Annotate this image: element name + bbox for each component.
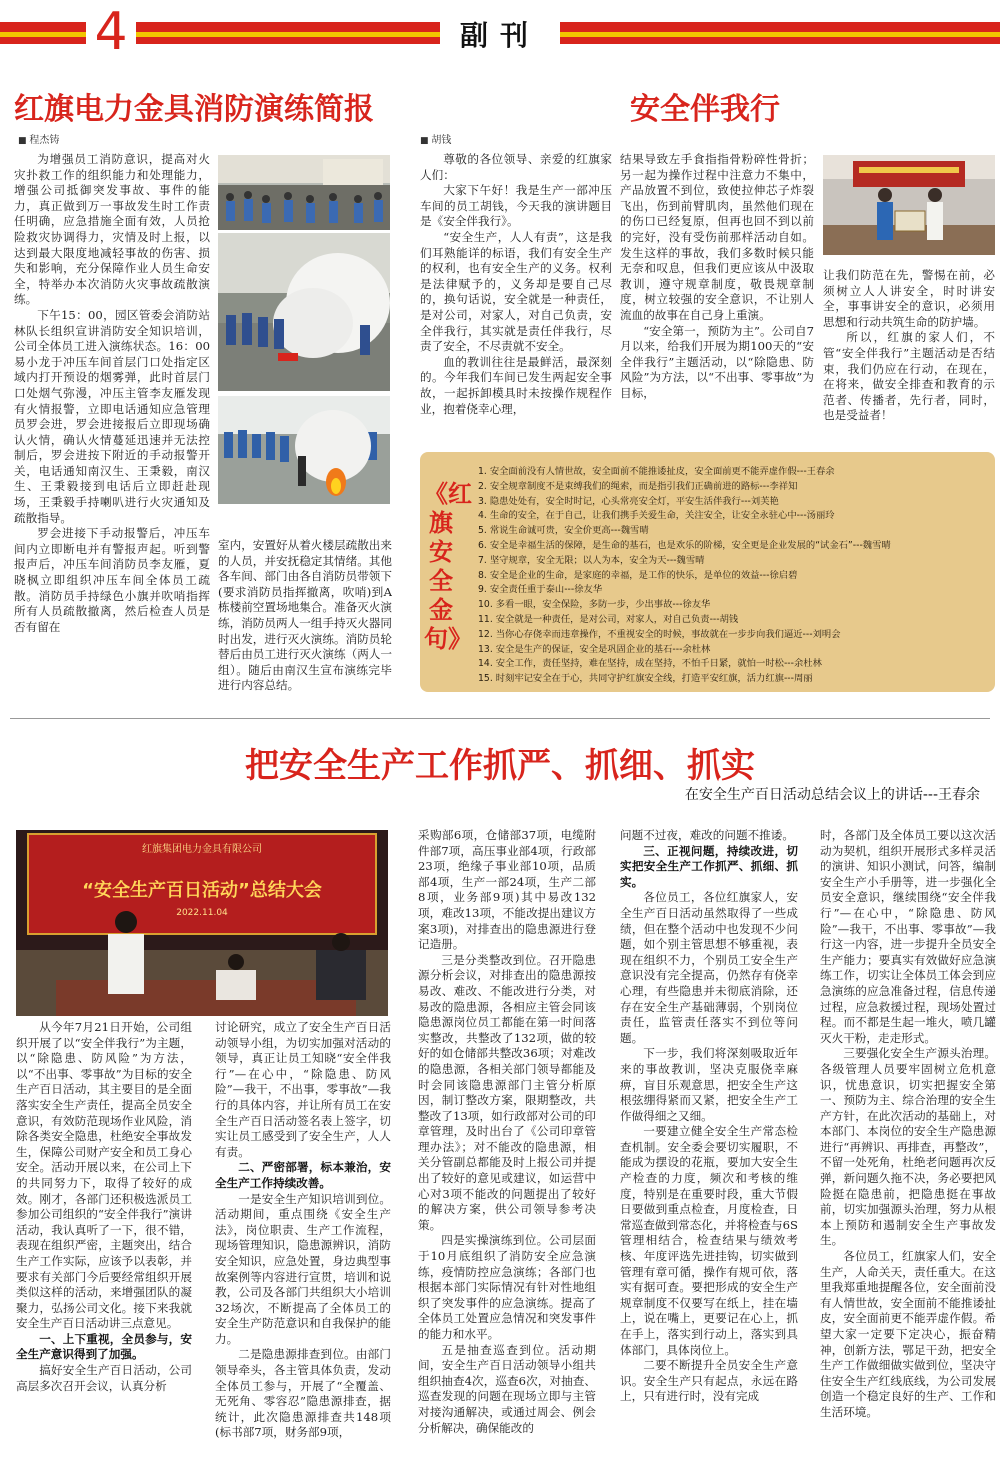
list-item: 6. 安全是幸福生活的保障，是生命的基石，也是欢乐的阶梯，安全更是企业发展的“试金石”---魏雪晴 bbox=[478, 539, 891, 551]
paragraph: 三要强化安全生产源头治理。各级管理人员要牢固树立危机意识，忧患意识，切实把握安全第一、预防为主、综合治理的安全生产方针，在此次活动的基础上，对本部门、本岗位的安全生产隐患源进行“再辨识、再排查，再整改”，不留一处死角，杜绝老问题再次反弹，新问题久拖不决，务必要把风险挺在隐患前，把隐患挺在事故前，切实加强源头治理，努力从根本上预防和遏制安全生产事故发生。 bbox=[820, 1046, 996, 1248]
article2-col1 bbox=[420, 152, 612, 442]
paragraph: 问题不过夜，难改的问题不推诿。 bbox=[620, 828, 794, 842]
paragraph: 四是实操演练到位。公司层面于10月底组织了消防安全应急演练，疫情防控应急演练；各部门也根据本部门实际情况有针对性地组织了突发事件的应急演练。提高了全体员工处置应急情况和突发事件的能力和水平。 bbox=[418, 1233, 596, 1341]
masthead-bar-right bbox=[560, 22, 1000, 44]
paragraph: 一要建立健全安全生产常态检查机制。安全委会要切实履职，不能成为摆设的花瓶，要加大安全生产检查的力度，频次和考核的维度，特别是在重要时段，重大节假日要做到重点检查，月度检查，日常巡查做到常态化，并将检查与6S管理相结合，检查结果与绩效考核、年度评选先进挂钩，切实做到管理有章可循，操作有规可依，落实有据可查。要把形成的安全生产规章制度不仅要写在纸上，挂在墙上，说在嘴上，更要记在心上，抓在手上，落实到行动上，落实到具体部门，具体岗位上。 bbox=[620, 1124, 798, 1357]
list-item: 14. 安全工作，责任坚持，难在坚持，成在坚持，不怕千日紧，就怕一时松---余杜林 bbox=[478, 658, 822, 670]
masthead-bar-mid bbox=[136, 22, 440, 44]
list-item: 13. 安全是生产的保证，安全是巩固企业的基石---余杜林 bbox=[478, 643, 711, 655]
paragraph: 五是抽查巡查到位。活动期间，安全生产百日活动领导小组共组织抽查4次，巡查6次，对抽查、巡查发现的问题在现场立即与主管对接沟通解决，或通过周会、例会分析解决，确保能改的 bbox=[418, 1342, 596, 1435]
section-heading: 三、正视问题，持续改进，切实把安全生产工作抓严、抓细、抓实。 bbox=[620, 843, 798, 889]
list-item: 10. 多看一眼，安全保险，多防一步，少出事故---徐友华 bbox=[478, 599, 711, 611]
article3-col3 bbox=[418, 828, 596, 1450]
article1-byline: ■ 程杰铸 bbox=[18, 131, 59, 146]
article3-col1 bbox=[16, 1020, 192, 1450]
paragraph: 罗会进接下手动报警后，冲压车间内立即断电并有警报声起。听到警报声后，冲压车间消防员李友雁，夏晓枫立即组织冲压车间全体员工疏散。消防员手持绿色小旗并吹哨指挥所有人员疏散撤离，然后检查人员是否有留在 bbox=[14, 526, 210, 634]
section-name: 副刊 bbox=[459, 19, 540, 52]
paragraph: 从今年7月21日开始，公司组织开展了以“安全伴我行”为主题，以“除隐患、防风险”为方法，以“不出事、零事故”为目标的安全生产百日活动，其主要目的是全面落实安全生产责任，提高全员安全意识，有效防范现场作业风险，消除各类安全隐患，杜绝安全事故发生，保障公司财产安全和员工身心安全。活动开展以来，在公司上下的共同努力下，取得了较好的成效。刚才，各部门还积极选派员工参加公司组织的“安全伴我行”演讲活动，我认真听了一下，很不错，表现在组织严密，主题突出，结合生产工作实际，应该予以表彰，并要求有关部门今后要经常组织开展类似这样的活动，来增强团队的凝聚力，弘扬公司文化。接下来我就安全生产百日活动讲三点意见。 bbox=[16, 1020, 192, 1331]
article3-col4 bbox=[620, 828, 798, 1450]
article3-subtitle: 在安全生产百日活动总结会议上的讲话---王春余 bbox=[684, 787, 980, 803]
meeting-photo bbox=[16, 830, 388, 1016]
paragraph: 下午15：00，园区管委会消防站林队长组织宣讲消防安全知识培训，公司全体员工进入演练状态。16：00易小龙于冲压车间首层门口处指定区域内打开预设的烟雾弹，此时首层门口处烟气弥漫，冲压主管李友雁发现有火情报警，立即电话通知应急管理员罗会进，罗会进接报后立即现场确认火情，确认火情蔓延迅速并无法控制后，罗会进按下附近的手动报警开关，电话通知南汉生、王秉毅，南汉生、王秉毅接到电话后立即赶赴现场，王秉毅手持喇叭进行火灾通知及疏散指导。 bbox=[14, 307, 210, 525]
paragraph: 一是安全生产知识培训到位。活动期间，重点围绕《安全生产法》，岗位职责、生产工作流程，现场管理知识，隐患源辨识，消防安全知识，应急处置，身边典型事故案例等内容进行宣贯，培训和说教，公司及各部门共组织大小培训32场次，不断提高了全体员工的安全生产防范意识和自我保护的能力。 bbox=[215, 1191, 391, 1346]
paragraph: 为增强员工消防意识，提高对火灾扑救工作的组织能力和处理能力，增强公司抵御突发事故、事件的能力，真正做到万一事故发生时工作责任明确，应急措施全面有效，人员抢险救灾协调得力，灾情及时上报，以达到最大限度地减轻事故的伤害、损失和影响，充分保障作业人员生命安全，特举办本次消防火灾事故疏散演练。 bbox=[14, 152, 210, 307]
paragraph: 血的教训往往是最鲜活，最深刻的。今年我们车间已发生两起安全事故，一起拆卸模具时未按操作规程作业，抱着侥幸心理， bbox=[420, 354, 612, 416]
photo-banner-event: “安全生产百日活动”总结大会 bbox=[82, 880, 322, 901]
article1-col2 bbox=[218, 538, 392, 696]
slogan-list bbox=[478, 465, 988, 687]
photo-banner-company: 红旗集团电力金具有限公司 bbox=[142, 844, 262, 855]
drill-photo-1 bbox=[218, 155, 390, 230]
article2-byline: ■ 胡钱 bbox=[420, 131, 451, 146]
paragraph: 二要不断提升全员安全生产意识。安全生产只有起点，永远在路上，只有进行时，没有完成 bbox=[620, 1358, 798, 1404]
article2-title: 安全伴我行 bbox=[630, 92, 780, 127]
list-item: 11. 安全就是一种责任，是对公司，对家人，对自己负责---胡钱 bbox=[478, 613, 739, 625]
paragraph: 尊敬的各位领导、亲爱的红旗家人们： bbox=[420, 152, 612, 182]
drill-photo-3 bbox=[218, 396, 390, 504]
paragraph: 所以，红旗的家人们，不管“安全伴我行”主题活动是否结束，我们仍应在行动，在现在，在将来，做安全排查和教育的示范者、传播者，先行者，同时，也是受益者！ bbox=[823, 330, 995, 423]
paragraph: 采购部6项，仓储部37项，电缆附件部7项，高压事业部4项，行政部23项，绝缘子事业部10项，品质部4项，生产一部24项，生产二部8项，业务部9项)其中易改132项，难改13项，不能改提出建议方案3项)，对排查出的隐患源进行登记造册。 bbox=[418, 828, 596, 952]
paragraph: 三是分类整改到位。召开隐患源分析会议，对排查出的隐患源按易改、难改、不能改进行分类，对易改的隐患源，各相应主管会同该隐患源岗位员工都能在第一时间落实整改，共整改了132项，做的较好的如仓储部共整改36项；对难改的隐患源，各相关部门领导都能及时会同该隐患源部门主管分析原因，制订整改方案，限期整改，共整改了13项，如行政部对公司的印章管理，及时出台了《公司印章管理办法》；对不能改的隐患源，相关分管副总都能及时上报公司并提出了较好的意见或建议，如运营中心对3项不能改的问题提出了较好的解决方案，供公司领导参考决策。 bbox=[418, 952, 596, 1232]
list-item: 15. 时刻牢记安全在于心，共同守护红旗安全线，打造平安红旗，活力红旗---周丽 bbox=[478, 673, 813, 685]
paragraph: 让我们防范在先，警惕在前，必须树立人人讲安全，时时讲安全，事事讲安全的意识，必须用思想和行动共筑生命的防护墙。 bbox=[823, 268, 995, 329]
paragraph: 下一步，我们将深刻吸取近年来的事故教训，坚决克服侥幸麻痹，盲目乐观意思，把安全生产这根弦绷得紧而又紧，把安全生产工作做得细之又细。 bbox=[620, 1046, 798, 1123]
list-item: 4. 生命的安全，在于自己，让我们携手关爱生命，关注安全，让安全永驻心中---汤丽玲 bbox=[478, 510, 835, 522]
slogan-title: 《红旗安全金句》 bbox=[424, 480, 472, 653]
section-divider bbox=[10, 718, 990, 719]
list-item: 3. 隐患处处有，安全时时记，心头常亮安全灯，平安生活伴我行---刘芙艳 bbox=[478, 495, 779, 507]
paragraph: 讨论研究，成立了安全生产百日活动领导小组，为切实加强对活动的领导，真正让员工知晓“安全伴我行”—在心中，“除隐患、防风险”—我干，不出事，零事故”—我行的具体内容，并让所有员工在安全生产百日活动签名表上签字，切实让员工感受到了安全生产，人人有责。 bbox=[215, 1020, 391, 1159]
masthead-bar-left bbox=[0, 22, 86, 44]
paragraph: 室内，安置好从着火楼层疏散出来的人员，并安抚稳定其情绪。其他各车间、部门由各自消防员带领下(要求消防员指挥撤离，吹哨)到A栋楼前空置场地集合。准备灭火演练，消防员两人一组手持灭火器同时出发，进行灭火演练。消防员轮替后由员工进行灭火演练（两人一组）。随后由南汉生宣布演练完毕进行内容总结。 bbox=[218, 538, 392, 693]
article3-title: 把安全生产工作抓严、抓细、抓实 bbox=[245, 746, 755, 786]
paragraph: 时，各部门及全体员工要以这次活动为契机，组织开展形式多样灵活的演讲、知识小测试，问答，编制安全生产小手册等，进一步强化全员安全意识，继续围绕“安全伴我行”—在心中，“除隐患、防风险”—我干，不出事、零事故”—我行这一内容，进一步提升全员安全生产能力；要真实有效做好应急演练工作，切实让全体员工体会到应急演练的应急准备过程，信息传递过程，应急救援过程，现场处置过程。而不都是生起一堆火，喷几罐灭火干粉，走走形式。 bbox=[820, 828, 996, 1045]
article3-col5 bbox=[820, 828, 996, 1450]
paragraph: 结果导致左手食指指骨粉碎性骨折；另一起为操作过程中注意力不集中，产品放置不到位，致使拉伸芯子炸裂飞出，伤到前臂肌肉，虽然他们现在的伤口已经复原，但再也回不到以前的完好，没有受伤前那样活动自如。发生这样的事故，我们多数时候只能无奈和叹息，但我们更应该从中汲取教训，遵守规章制度，敬畏规章制度，树立较强的安全意识，不让别人流血的故事在自己身上重演。 bbox=[620, 152, 814, 322]
paragraph: “安全第一，预防为主”。公司自7月以来，给我们开展为期100天的“安全伴我行”主题活动，以“除隐患、防风险”为方法，以“不出事、零事故”为目标， bbox=[620, 323, 814, 400]
paragraph: 各位员工，各位红旗家人，安全生产百日活动虽然取得了一些成绩，但在整个活动中也发现不少问题，如个别主管思想不够重视，表现在组织不力，个别员工安全生产意识没有完全提高，仍然存有侥幸心理，有些隐患并未彻底消除，还存在安全生产基础薄弱，个别岗位责任，监管责任落实不到位等问题。 bbox=[620, 890, 798, 1045]
list-item: 9. 安全责任重于泰山---徐友华 bbox=[478, 584, 603, 596]
article2-col2 bbox=[620, 152, 814, 442]
article1-col1 bbox=[14, 152, 210, 696]
list-item: 1. 安全面前没有人情世故，安全面前不能推诿扯皮，安全面前更不能弄虚作假---王春余 bbox=[478, 466, 835, 477]
page-number: 4 bbox=[94, 2, 128, 62]
list-item: 12. 当你心存侥幸而违章操作，不重视安全的时候，事故就在一步步向我们逼近---刘明会 bbox=[478, 628, 841, 640]
article1-title: 红旗电力金具消防演练简报 bbox=[14, 92, 374, 127]
section-heading: 一、上下重视，全员参与，安全生产意识得到了加强。 bbox=[16, 1331, 192, 1362]
paragraph: 大家下午好！我是生产一部冲压车间的员工胡钱，今天我的演讲题目是《安全伴我行》。 bbox=[420, 183, 612, 229]
paragraph: 搞好安全生产百日活动，公司高层多次召开会议，认真分析 bbox=[16, 1363, 192, 1393]
list-item: 7. 坚守规章，安全无限；以人为本，安全为天---魏雪晴 bbox=[478, 554, 705, 566]
paragraph: 各位员工，红旗家人们，安全生产，人命关天，责任重大。在这里我郑重地提醒各位，安全面前没有人情世故，安全面前不能推诿扯皮，安全面前更不能弄虚作假。希望大家一定要下定决心，振奋精神，创新方法，鄂足干劲，把安全生产工作做细做实做到位，坚决守住安全生产红线底线，为公司发展创造一个稳定良好的生产、工作和生活环境。 bbox=[820, 1249, 996, 1419]
section-heading: 二、严密部署，标本兼治，安全生产工作持续改善。 bbox=[215, 1160, 391, 1190]
article3-col2 bbox=[215, 1020, 391, 1450]
list-item: 8. 安全是企业的生命，是家庭的幸福，是工作的快乐，是单位的效益---徐启碧 bbox=[478, 569, 798, 581]
article2-col3 bbox=[823, 268, 995, 440]
paragraph: “安全生产，人人有责”，这是我们耳熟能详的标语，我们有安全生产的权利，也有安全生产的义务。权利是法律赋予的，义务却是要自己尽的，换句话说，安全就是一种责任，是对公司，对家人，对自己负责，安全伴我行，其实就是责任伴我行，尽责了安全，不尽责就不安全。 bbox=[420, 229, 612, 354]
list-item: 2. 安全规章制度不是束缚我们的绳索，而是指引我们正确前进的路标---李祥知 bbox=[478, 480, 798, 492]
photo-banner-date: 2022.11.04 bbox=[176, 908, 228, 918]
list-item: 5. 常说生命诚可贵，安全价更高---魏雪晴 bbox=[478, 525, 649, 537]
award-photo bbox=[823, 155, 995, 255]
paragraph: 二是隐患源排查到位。由部门领导牵头，各主管具体负责，发动全体员工参与，开展了“全覆盖、无死角、零容忍”隐患源排查，据统计，此次隐患源排查共148项(标书部7项，财务部9项， bbox=[215, 1347, 391, 1440]
drill-photo-2 bbox=[218, 233, 390, 391]
